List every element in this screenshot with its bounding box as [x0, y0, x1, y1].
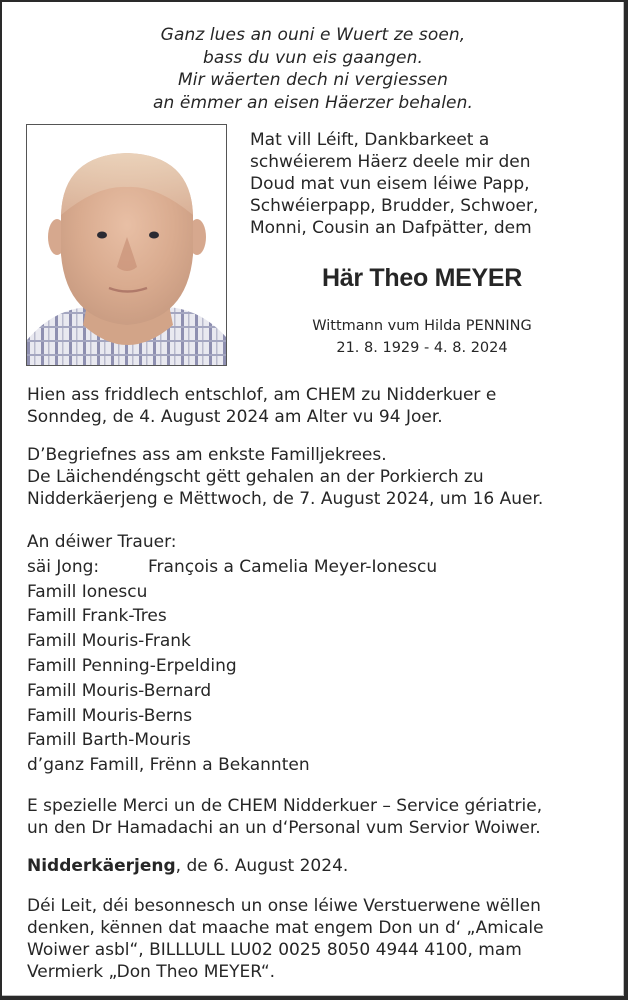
- text-line: Hien ass friddlech entschlof, am CHEM zu Nidderkuer e: [27, 385, 497, 405]
- text-line: un den Dr Hamadachi an un d‘Personal vum Servior Woiwer.: [27, 818, 541, 838]
- memorial-poem: [2, 24, 624, 114]
- mourner-family: Famill Barth-Mouris: [27, 730, 191, 751]
- mourner-family: Famill Ionescu: [27, 581, 148, 602]
- portrait-photo: [26, 124, 227, 366]
- mourner-family: Famill Frank-Tres: [27, 606, 167, 627]
- place-date: [27, 855, 348, 877]
- intro-line: Monni, Cousin an Dafpätter, dem: [250, 218, 532, 238]
- poem-line: bass du vun eis gaangen.: [203, 47, 423, 68]
- text-line: D’Begriefnes ass am enkste Familljekrees.: [27, 445, 387, 465]
- special-thanks: [27, 795, 604, 839]
- life-dates: 21. 8. 1929 - 4. 8. 2024: [336, 340, 508, 356]
- poem-line: Mir wäerten dech ni vergiessen: [178, 70, 448, 90]
- text-line: Vermierk „Don Theo MEYER“.: [27, 962, 276, 982]
- text-line: Woiwer asbl“, BILLLULL LU02 0025 8050 4944 4100, mam: [27, 940, 522, 960]
- mourner-family: d’ganz Famill, Frënn a Bekannten: [27, 755, 310, 776]
- donation-info: [27, 895, 604, 983]
- deceased-name: Här Theo MEYER: [322, 264, 522, 292]
- text-line: De Läichendéngscht gëtt gehalen an der Porkierch zu: [27, 467, 484, 487]
- widower-of: Wittmann vum Hilda PENNING: [312, 318, 532, 334]
- deceased-details: [242, 315, 602, 359]
- text-line: Sonndeg, de 4. August 2024 am Alter vu 94 Joer.: [27, 407, 443, 427]
- text-line: Nidderkäerjeng e Mëttwoch, de 7. August 2024, um 16 Auer.: [27, 489, 544, 509]
- obituary-notice: [2, 2, 624, 996]
- mourner-family: Famill Mouris-Berns: [27, 705, 193, 726]
- poem-line: an ëmmer an eisen Häerzer behalen.: [153, 92, 473, 113]
- text-line: E spezielle Merci un de CHEM Nidderkuer – Service gériatrie,: [27, 796, 543, 816]
- funeral-info: [27, 444, 604, 510]
- intro-line: Doud mat vun eisem léiwe Papp,: [250, 174, 530, 194]
- text-line: denken, kënnen dat maache mat engem Don un d‘ „Amicale: [27, 918, 544, 938]
- intro-line: schwéierem Häerz deele mir den: [250, 152, 531, 172]
- death-notice: [27, 384, 604, 428]
- mourner-family: Famill Mouris-Bernard: [27, 680, 212, 701]
- mourner-son: [27, 555, 437, 580]
- intro-text: [250, 129, 603, 239]
- mourner-family: Famill Penning-Erpelding: [27, 655, 237, 676]
- son-names: François a Camelia Meyer-Ionescu: [148, 556, 438, 577]
- mourner-family: Famill Mouris-Frank: [27, 631, 191, 652]
- intro-line: Mat vill Léift, Dankbarkeet a: [250, 130, 490, 150]
- place-name: Nidderkäerjeng: [27, 856, 176, 876]
- son-label: säi Jong:: [27, 556, 100, 577]
- portrait-photo-icon: [27, 125, 226, 365]
- notice-date: , de 6. August 2024.: [175, 856, 349, 876]
- intro-line: Schwéierpapp, Brudder, Schwoer,: [250, 196, 539, 216]
- text-line: Déi Leit, déi besonnesch un onse léiwe Verstuerwene wëllen: [27, 896, 541, 916]
- mourners-heading: An déiwer Trauer:: [27, 532, 177, 552]
- mourners-list: [27, 530, 437, 778]
- poem-line: Ganz lues an ouni e Wuert ze soen,: [160, 25, 466, 45]
